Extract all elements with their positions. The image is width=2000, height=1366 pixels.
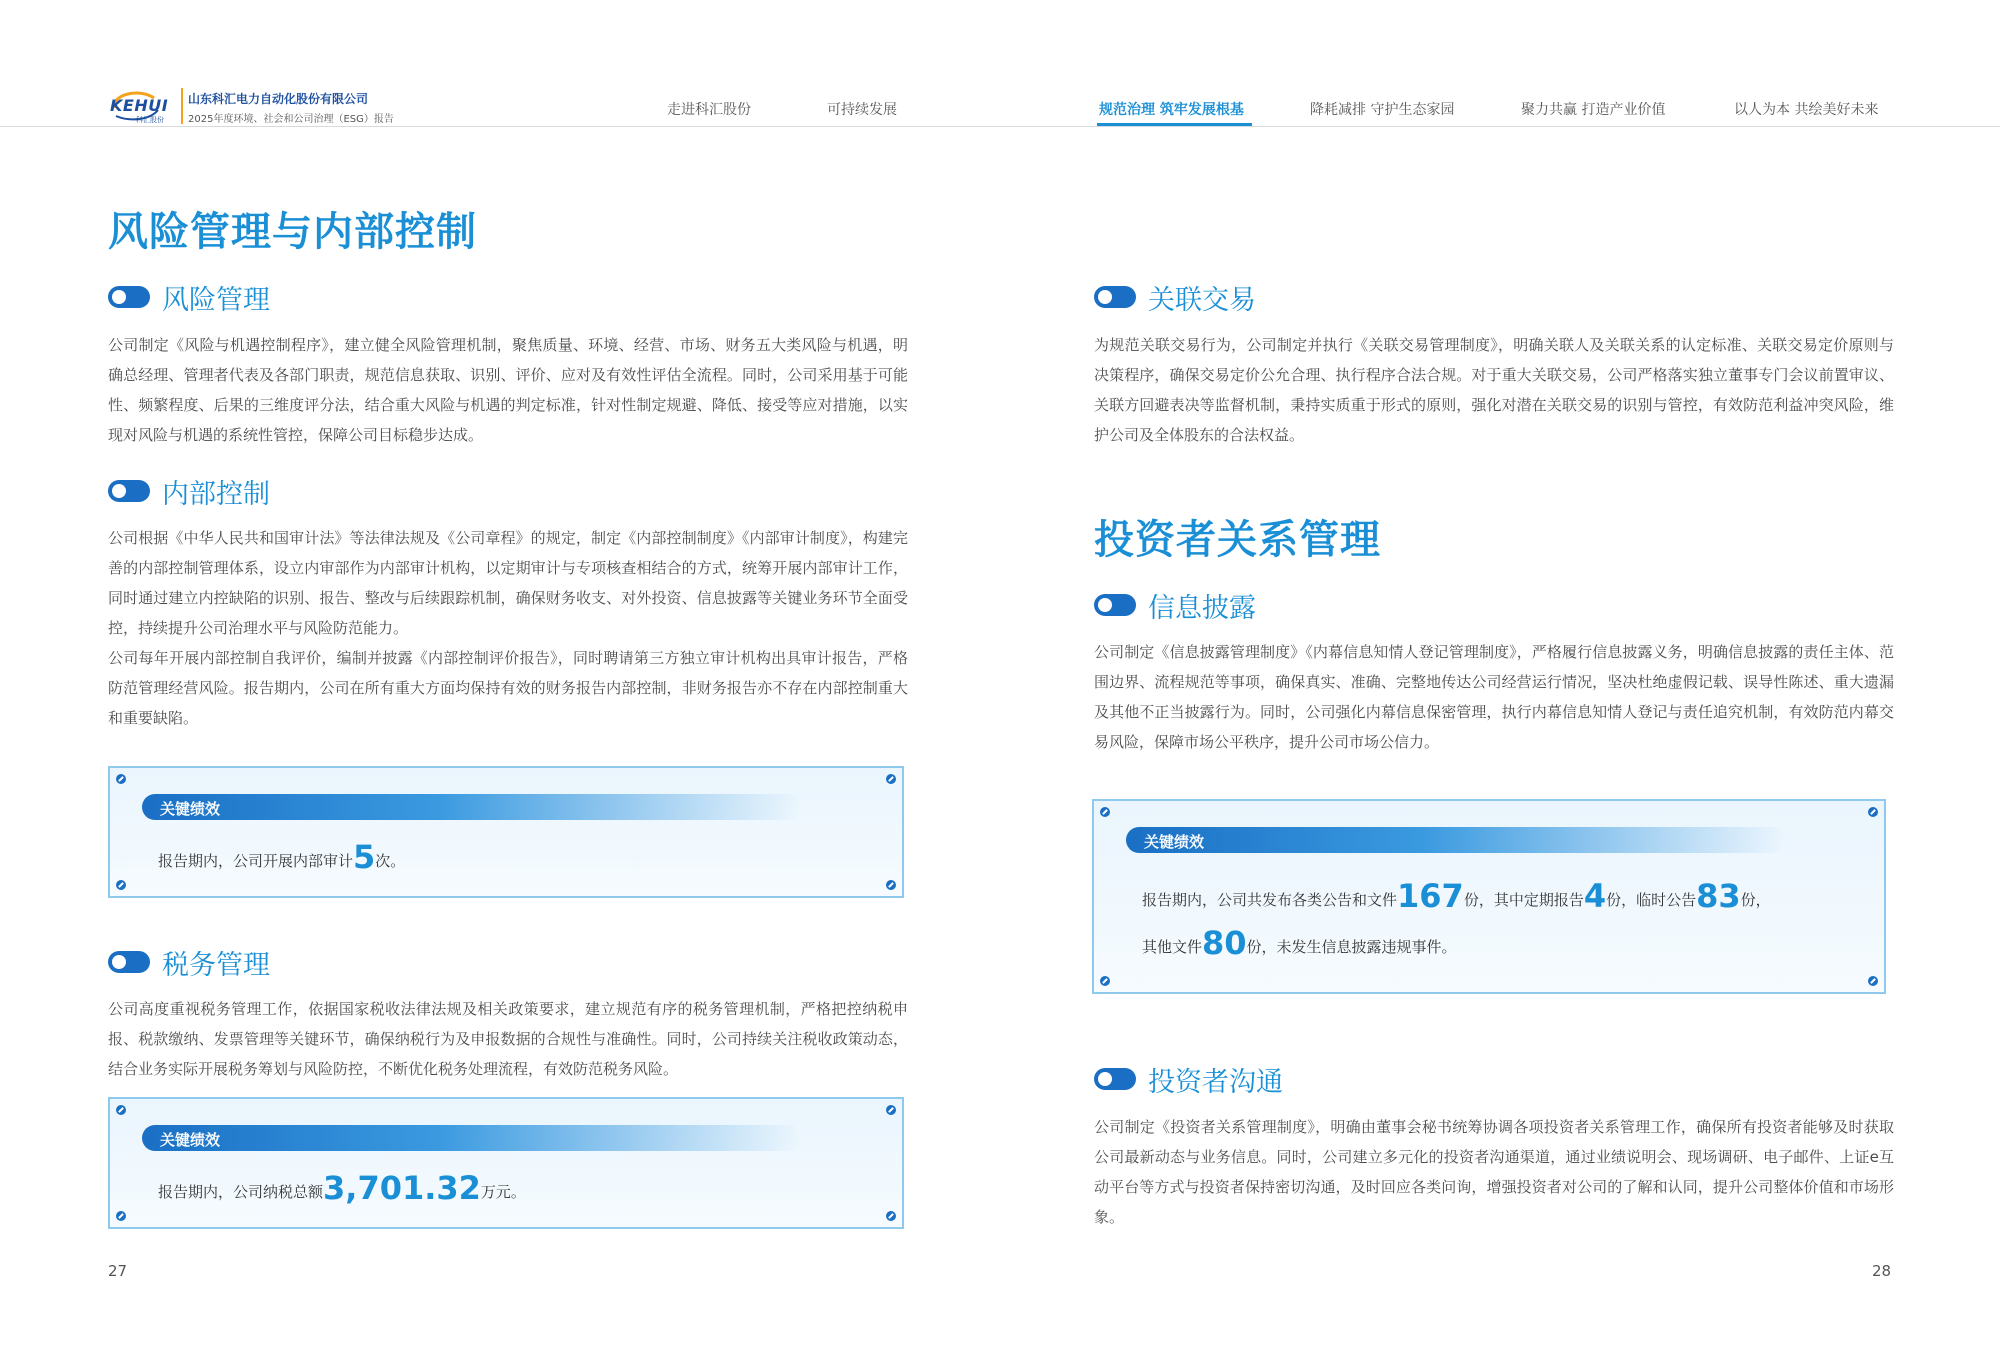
kpi-text: 份，未发生信息披露违规事件。 <box>1246 938 1457 956</box>
section-heading: 投资者沟通 <box>1148 1067 1283 1098</box>
nav-industry-value[interactable]: 聚力共赢 打造产业价值 <box>1521 102 1666 118</box>
kpi-tag-label: 关键绩效 <box>160 800 221 818</box>
toggle-icon <box>1094 1068 1136 1090</box>
section-heading: 风险管理 <box>162 285 270 316</box>
kpi-text: 万元。 <box>480 1183 526 1201</box>
company-name: 山东科汇电力自动化股份有限公司 <box>188 92 369 106</box>
header-divider <box>0 126 2000 127</box>
kpi-tag <box>142 794 802 820</box>
corner-dot-icon <box>1868 807 1878 817</box>
kpi-number: 83 <box>1696 877 1741 915</box>
kpi-line <box>158 1169 526 1207</box>
kpi-line <box>1142 877 1771 915</box>
report-name: 2025年度环境、社会和公司治理（ESG）报告 <box>188 114 394 125</box>
kpi-box-disclosure <box>1092 799 1886 994</box>
kpi-text: 报告期内，公司共发布各类公告和文件 <box>1142 891 1398 909</box>
kpi-number: 80 <box>1202 924 1247 962</box>
kpi-line <box>1142 924 1457 962</box>
kpi-number: 3,701.32 <box>323 1169 481 1207</box>
section-heading: 税务管理 <box>162 950 270 981</box>
kehui-logo <box>106 86 176 124</box>
kpi-text: 报告期内，公司开展内部审计 <box>158 852 354 870</box>
corner-dot-icon <box>886 1105 896 1115</box>
toggle-icon <box>1094 594 1136 616</box>
page-number-right: 28 <box>1872 1262 1892 1280</box>
corner-dot-icon <box>116 1211 126 1221</box>
page-title-investor-relations: 投资者关系管理 <box>1094 517 1381 563</box>
corner-dot-icon <box>1100 807 1110 817</box>
section-heading: 内部控制 <box>162 479 270 510</box>
corner-dot-icon <box>1100 976 1110 986</box>
kpi-text: 份，其中定期报告 <box>1463 891 1584 909</box>
kpi-box-tax <box>108 1097 904 1229</box>
kpi-tag <box>142 1125 802 1151</box>
kpi-text: 次。 <box>375 852 406 870</box>
kpi-tag-label: 关键绩效 <box>1144 833 1205 851</box>
kpi-line <box>158 838 405 876</box>
nav-sustainability[interactable]: 可持续发展 <box>827 102 897 118</box>
kpi-tag-label: 关键绩效 <box>160 1131 221 1149</box>
nav-people[interactable]: 以人为本 共绘美好未来 <box>1734 102 1879 118</box>
kpi-text: 报告期内，公司纳税总额 <box>158 1183 324 1201</box>
corner-dot-icon <box>116 880 126 890</box>
kpi-text: 其他文件 <box>1142 938 1203 956</box>
corner-dot-icon <box>1868 976 1878 986</box>
section-heading: 信息披露 <box>1148 593 1256 624</box>
toggle-icon <box>108 480 150 502</box>
kpi-box-internal-audit <box>108 766 904 898</box>
risk-management-text: 公司制定《风险与机遇控制程序》，建立健全风险管理机制，聚焦质量、环境、经营、市场、财务五大类风险与机遇，明确总经理、管理者代表及各部门职责，规范信息获取、识别、评价、应对及有效性评估全流程。同时，公司采用基于可能性、频繁程度、后果的三维度评分法，结合重大风险与机遇的判定标准，针对性制定规避、降低、接受等应对措施，以实现对风险与机遇的系统性管控，保障公司目标稳步达成。 <box>108 336 908 444</box>
logo-divider <box>181 88 183 124</box>
nav-environment[interactable]: 降耗减排 守护生态家园 <box>1310 102 1455 118</box>
corner-dot-icon <box>886 880 896 890</box>
corner-dot-icon <box>116 1105 126 1115</box>
corner-dot-icon <box>116 774 126 784</box>
investor-communication-text: 公司制定《投资者关系管理制度》，明确由董事会秘书统筹协调各项投资者关系管理工作，确保所有投资者能够及时获取公司最新动态与业务信息。同时，公司建立多元化的投资者沟通渠道，通过业绩说明会、现场调研、电子邮件、上证e互动平台等方式与投资者保持密切沟通，及时回应各类问询，增强投资者对公司的了解和认同，提升公司整体价值和市场形象。 <box>1094 1118 1894 1226</box>
kpi-number: 5 <box>353 838 376 876</box>
page-number-left: 27 <box>108 1262 128 1280</box>
disclosure-text: 公司制定《信息披露管理制度》《内幕信息知情人登记管理制度》，严格履行信息披露义务，明确信息披露的责任主体、范围边界、流程规范等事项，确保真实、准确、完整地传达公司经营运行情况，坚决杜绝虚假记载、误导性陈述、重大遗漏及其他不正当披露行为。同时，公司强化内幕信息保密管理，执行内幕信息知情人登记与责任追究机制，有效防范内幕交易风险，保障市场公平秩序，提升公司市场公信力。 <box>1094 643 1894 751</box>
toggle-icon <box>1094 286 1136 308</box>
tax-management-text: 公司高度重视税务管理工作，依据国家税收法律法规及相关政策要求，建立规范有序的税务管理机制，严格把控纳税申报、税款缴纳、发票管理等关键环节，确保纳税行为及申报数据的合规性与准确性。同时，公司持续关注税收政策动态，结合业务实际开展税务筹划与风险防控，不断优化税务处理流程，有效防范税务风险。 <box>108 1000 908 1078</box>
toggle-icon <box>108 951 150 973</box>
corner-dot-icon <box>886 774 896 784</box>
kpi-number: 167 <box>1397 877 1464 915</box>
kpi-text: 份， <box>1740 891 1771 909</box>
nav-about[interactable]: 走进科汇股份 <box>667 102 751 118</box>
kpi-number: 4 <box>1583 877 1607 915</box>
section-heading: 关联交易 <box>1148 285 1256 316</box>
corner-dot-icon <box>886 1211 896 1221</box>
internal-control-text-1: 公司根据《中华人民共和国审计法》等法律法规及《公司章程》的规定，制定《内部控制制度》《内部审计制度》，构建完善的内部控制管理体系，设立内审部作为内部审计机构，以定期审计与专项核查相结合的方式，统筹开展内部审计工作，同时通过建立内控缺陷的识别、报告、整改与后续跟踪机制，确保财务收支、对外投资、信息披露等关键业务环节全面受控，持续提升公司治理水平与风险防范能力。 <box>108 529 908 637</box>
logo-subtext: 科汇股份 <box>136 116 164 124</box>
logo-text: KEHUI <box>110 96 169 115</box>
related-transactions-text: 为规范关联交易行为，公司制定并执行《关联交易管理制度》，明确关联人及关联关系的认定标准、关联交易定价原则与决策程序，确保交易定价公允合理、执行程序合法合规。对于重大关联交易，公司严格落实独立董事专门会议前置审议、关联方回避表决等监督机制，秉持实质重于形式的原则，强化对潜在关联交易的识别与管控，有效防范利益冲突风险，维护公司及全体股东的合法权益。 <box>1094 336 1894 444</box>
kpi-text: 份，临时公告 <box>1606 891 1697 909</box>
toggle-icon <box>108 286 150 308</box>
internal-control-text-2: 公司每年开展内部控制自我评价，编制并披露《内部控制评价报告》，同时聘请第三方独立审计机构出具审计报告，严格防范管理经营风险。报告期内，公司在所有重大方面均保持有效的财务报告内部控制，非财务报告亦不存在内部控制重大和重要缺陷。 <box>108 649 908 727</box>
header <box>0 0 2000 127</box>
nav-governance[interactable]: 规范治理 筑牢发展根基 <box>1099 102 1244 118</box>
kpi-tag <box>1126 827 1786 853</box>
page-title-risk-control: 风险管理与内部控制 <box>108 209 477 255</box>
